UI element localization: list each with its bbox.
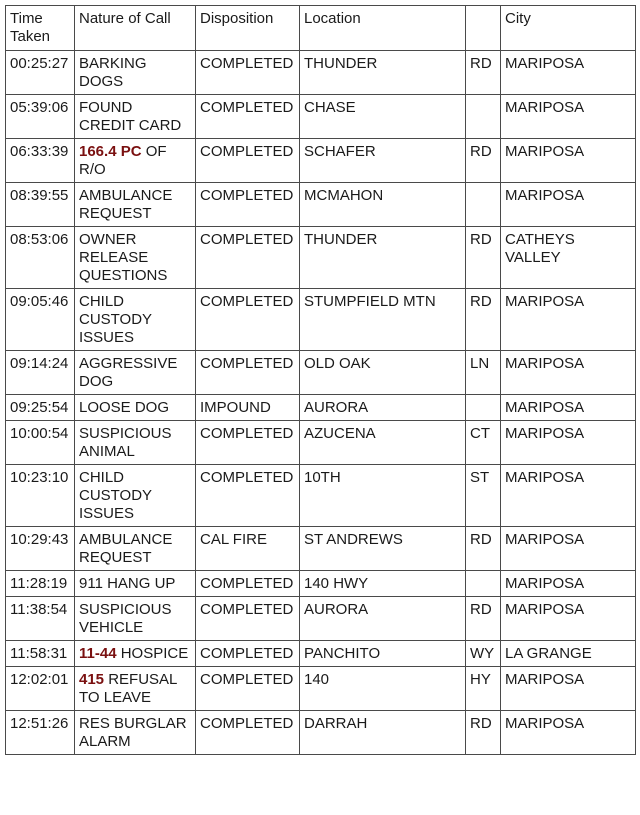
- location-cell: MCMAHON: [300, 183, 466, 227]
- time-taken-cell: 11:38:54: [6, 597, 75, 641]
- nature-of-call-cell: [75, 711, 196, 755]
- table-row: [6, 641, 636, 667]
- location-cell: OLD OAK: [300, 351, 466, 395]
- nature-of-call-cell: [75, 527, 196, 571]
- location-cell: STUMPFIELD MTN: [300, 289, 466, 351]
- city-cell: MARIPOSA: [501, 465, 636, 527]
- nature-of-call-cell: [75, 95, 196, 139]
- nature-of-call-cell: [75, 289, 196, 351]
- time-taken-cell: 10:29:43: [6, 527, 75, 571]
- city-cell: MARIPOSA: [501, 421, 636, 465]
- location-cell: THUNDER: [300, 227, 466, 289]
- disposition-cell: COMPLETED: [196, 227, 300, 289]
- nature-text: RES BURGLAR ALARM: [79, 715, 187, 750]
- city-cell: CATHEYS VALLEY: [501, 227, 636, 289]
- street-suffix-cell: RD: [466, 597, 501, 641]
- city-cell: MARIPOSA: [501, 95, 636, 139]
- disposition-cell: COMPLETED: [196, 597, 300, 641]
- street-suffix-cell: RD: [466, 289, 501, 351]
- location-cell: ST ANDREWS: [300, 527, 466, 571]
- penal-code: 166.4 PC: [79, 143, 142, 160]
- time-taken-cell: 06:33:39: [6, 139, 75, 183]
- table-row: [6, 139, 636, 183]
- time-taken-cell: 12:02:01: [6, 667, 75, 711]
- nature-of-call-cell: [75, 667, 196, 711]
- time-taken-cell: 11:58:31: [6, 641, 75, 667]
- street-suffix-cell: RD: [466, 51, 501, 95]
- disposition-cell: IMPOUND: [196, 395, 300, 421]
- header-city: City: [501, 6, 636, 51]
- header-location: Location: [300, 6, 466, 51]
- location-cell: SCHAFER: [300, 139, 466, 183]
- call-log-table: [5, 5, 636, 755]
- time-taken-cell: 11:28:19: [6, 571, 75, 597]
- disposition-cell: COMPLETED: [196, 641, 300, 667]
- nature-text: CHILD CUSTODY ISSUES: [79, 293, 152, 346]
- street-suffix-cell: RD: [466, 227, 501, 289]
- city-cell: MARIPOSA: [501, 527, 636, 571]
- street-suffix-cell: LN: [466, 351, 501, 395]
- location-cell: PANCHITO: [300, 641, 466, 667]
- penal-code: 11-44: [79, 645, 117, 662]
- nature-text: AMBULANCE REQUEST: [79, 187, 173, 222]
- location-cell: DARRAH: [300, 711, 466, 755]
- city-cell: MARIPOSA: [501, 597, 636, 641]
- location-cell: THUNDER: [300, 51, 466, 95]
- disposition-cell: COMPLETED: [196, 139, 300, 183]
- time-taken-cell: 00:25:27: [6, 51, 75, 95]
- street-suffix-cell: [466, 183, 501, 227]
- nature-text: AMBULANCE REQUEST: [79, 531, 173, 566]
- disposition-cell: COMPLETED: [196, 667, 300, 711]
- disposition-cell: COMPLETED: [196, 711, 300, 755]
- disposition-cell: COMPLETED: [196, 95, 300, 139]
- location-cell: 10TH: [300, 465, 466, 527]
- street-suffix-cell: CT: [466, 421, 501, 465]
- table-row: [6, 667, 636, 711]
- penal-code: 415: [79, 671, 105, 688]
- nature-of-call-cell: [75, 351, 196, 395]
- nature-of-call-cell: [75, 395, 196, 421]
- time-taken-cell: 08:39:55: [6, 183, 75, 227]
- nature-of-call-cell: [75, 465, 196, 527]
- table-row: [6, 183, 636, 227]
- city-cell: MARIPOSA: [501, 51, 636, 95]
- street-suffix-cell: RD: [466, 711, 501, 755]
- nature-text: 911 HANG UP: [79, 575, 176, 592]
- nature-of-call-cell: [75, 597, 196, 641]
- city-cell: MARIPOSA: [501, 395, 636, 421]
- header-street-suffix: [466, 6, 501, 51]
- street-suffix-cell: [466, 571, 501, 597]
- location-cell: AZUCENA: [300, 421, 466, 465]
- nature-text: OWNER RELEASE QUESTIONS: [79, 231, 168, 284]
- city-cell: LA GRANGE: [501, 641, 636, 667]
- nature-text: SUSPICIOUS ANIMAL: [79, 425, 172, 460]
- disposition-cell: COMPLETED: [196, 571, 300, 597]
- location-cell: AURORA: [300, 395, 466, 421]
- time-taken-cell: 05:39:06: [6, 95, 75, 139]
- city-cell: MARIPOSA: [501, 667, 636, 711]
- time-taken-cell: 08:53:06: [6, 227, 75, 289]
- nature-text: CHILD CUSTODY ISSUES: [79, 469, 152, 522]
- table-row: [6, 351, 636, 395]
- table-row: [6, 51, 636, 95]
- disposition-cell: COMPLETED: [196, 351, 300, 395]
- table-body: [6, 51, 636, 755]
- location-cell: AURORA: [300, 597, 466, 641]
- street-suffix-cell: ST: [466, 465, 501, 527]
- nature-text: FOUND CREDIT CARD: [79, 99, 182, 134]
- time-taken-cell: 10:00:54: [6, 421, 75, 465]
- city-cell: MARIPOSA: [501, 711, 636, 755]
- disposition-cell: COMPLETED: [196, 183, 300, 227]
- header-row: [6, 6, 636, 51]
- street-suffix-cell: RD: [466, 527, 501, 571]
- table-row: [6, 395, 636, 421]
- disposition-cell: COMPLETED: [196, 421, 300, 465]
- city-cell: MARIPOSA: [501, 139, 636, 183]
- header-time-taken: Time Taken: [6, 6, 75, 51]
- table-row: [6, 95, 636, 139]
- city-cell: MARIPOSA: [501, 289, 636, 351]
- nature-text: REFUSAL TO LEAVE: [79, 671, 177, 706]
- time-taken-cell: 09:05:46: [6, 289, 75, 351]
- city-cell: MARIPOSA: [501, 183, 636, 227]
- location-cell: 140 HWY: [300, 571, 466, 597]
- nature-text: SUSPICIOUS VEHICLE: [79, 601, 172, 636]
- time-taken-cell: 09:25:54: [6, 395, 75, 421]
- nature-of-call-cell: [75, 421, 196, 465]
- time-taken-cell: 09:14:24: [6, 351, 75, 395]
- table-row: [6, 597, 636, 641]
- time-taken-cell: 12:51:26: [6, 711, 75, 755]
- header-nature-of-call: Nature of Call: [75, 6, 196, 51]
- nature-of-call-cell: [75, 51, 196, 95]
- location-cell: 140: [300, 667, 466, 711]
- nature-of-call-cell: [75, 641, 196, 667]
- disposition-cell: COMPLETED: [196, 289, 300, 351]
- table-row: [6, 527, 636, 571]
- disposition-cell: COMPLETED: [196, 51, 300, 95]
- nature-text: OF R/O: [79, 143, 167, 178]
- table-row: [6, 421, 636, 465]
- city-cell: MARIPOSA: [501, 571, 636, 597]
- time-taken-cell: 10:23:10: [6, 465, 75, 527]
- city-cell: MARIPOSA: [501, 351, 636, 395]
- street-suffix-cell: RD: [466, 139, 501, 183]
- disposition-cell: COMPLETED: [196, 465, 300, 527]
- table-row: [6, 711, 636, 755]
- nature-text: BARKING DOGS: [79, 55, 147, 90]
- nature-text: LOOSE DOG: [79, 399, 170, 416]
- street-suffix-cell: WY: [466, 641, 501, 667]
- street-suffix-cell: [466, 395, 501, 421]
- street-suffix-cell: [466, 95, 501, 139]
- location-cell: CHASE: [300, 95, 466, 139]
- disposition-cell: CAL FIRE: [196, 527, 300, 571]
- nature-text: HOSPICE: [116, 645, 189, 662]
- table-row: [6, 571, 636, 597]
- table-row: [6, 289, 636, 351]
- table-row: [6, 465, 636, 527]
- street-suffix-cell: HY: [466, 667, 501, 711]
- nature-of-call-cell: [75, 227, 196, 289]
- nature-of-call-cell: [75, 139, 196, 183]
- nature-text: AGGRESSIVE DOG: [79, 355, 178, 390]
- header-disposition: Disposition: [196, 6, 300, 51]
- nature-of-call-cell: [75, 571, 196, 597]
- table-row: [6, 227, 636, 289]
- nature-of-call-cell: [75, 183, 196, 227]
